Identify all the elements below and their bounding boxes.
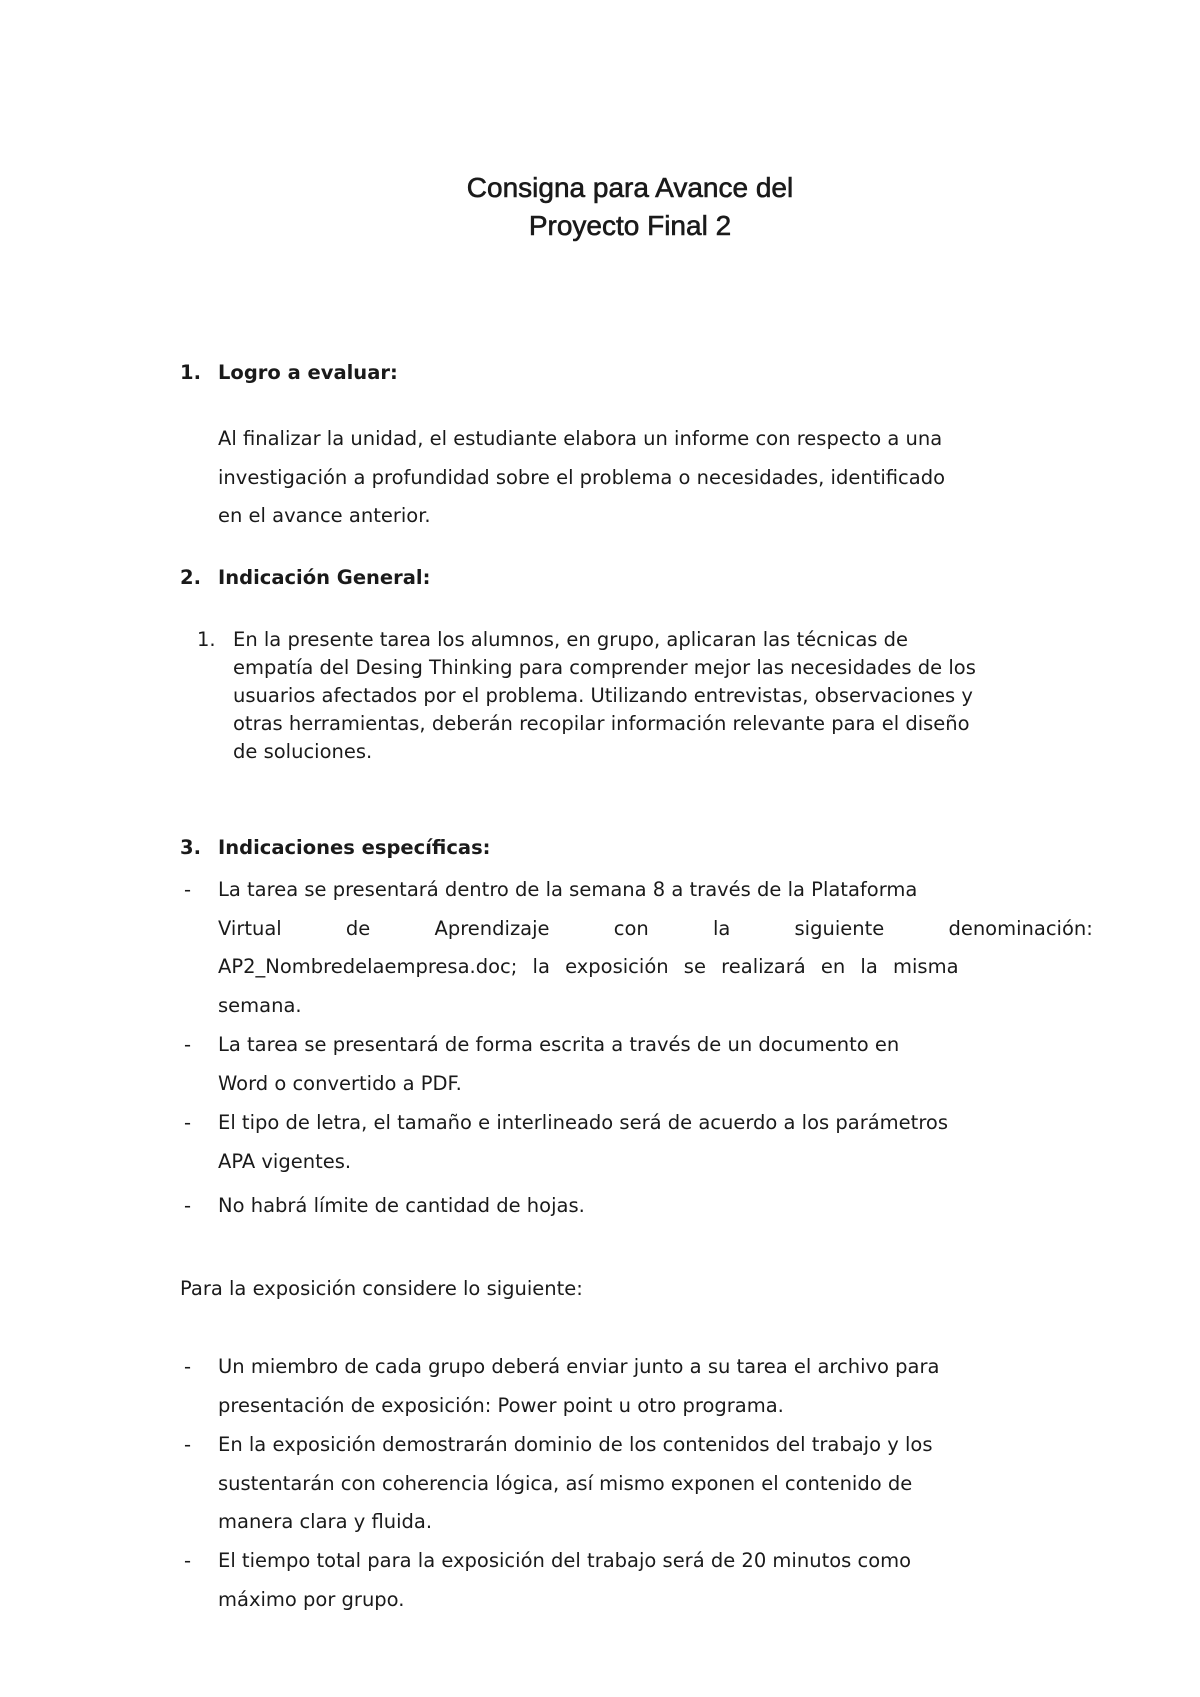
section-2-number: 2. xyxy=(180,566,201,589)
bullet-dash: - xyxy=(184,1549,192,1572)
section-2-text-line-1: En la presente tarea los alumnos, en grupo, aplicaran las técnicas de xyxy=(233,628,909,651)
section-2-text-line-3: usuarios afectados por el problema. Utilizando entrevistas, observaciones y xyxy=(233,684,973,707)
exposition-bullet-3-line-1: El tiempo total para la exposición del trabajo será de 20 minutos como xyxy=(218,1549,912,1572)
section-2-text-line-4: otras herramientas, deberán recopilar información relevante para el diseño xyxy=(233,712,970,735)
section-3-bullet-1-line-3: AP2_Nombredelaempresa.doc; la exposición se realizará en la misma xyxy=(218,955,959,978)
bullet-dash: - xyxy=(184,1033,192,1056)
section-1-text-line-2: investigación a profundidad sobre el problema o necesidades, identificado xyxy=(218,466,946,489)
exposition-bullet-2-line-3: manera clara y fluida. xyxy=(218,1510,433,1533)
bullet-dash: - xyxy=(184,1355,192,1378)
section-3-bullet-2-line-2: Word o convertido a PDF. xyxy=(218,1072,462,1095)
section-1-text-line-3: en el avance anterior. xyxy=(218,504,431,527)
section-3-bullet-1-line-1: La tarea se presentará dentro de la semana 8 a través de la Plataforma xyxy=(218,878,918,901)
exposition-bullet-3-line-2: máximo por grupo. xyxy=(218,1588,405,1611)
section-2-text-line-2: empatía del Desing Thinking para comprender mejor las necesidades de los xyxy=(233,656,976,679)
section-3-bullet-1-line-4: semana. xyxy=(218,994,302,1017)
exposition-bullet-2-line-1: En la exposición demostrarán dominio de los contenidos del trabajo y los xyxy=(218,1433,933,1456)
section-3-bullet-2-line-1: La tarea se presentará de forma escrita a través de un documento en xyxy=(218,1033,900,1056)
section-3-heading: Indicaciones específicas: xyxy=(218,836,491,859)
document-title-line-2: Proyecto Final 2 xyxy=(528,210,732,241)
section-3-bullet-1-line-2: Virtual de Aprendizaje con la siguiente denominación: xyxy=(218,917,1093,940)
section-2-heading: Indicación General: xyxy=(218,566,431,589)
section-2-text-line-5: de soluciones. xyxy=(233,740,373,763)
section-2-item-number: 1. xyxy=(197,628,216,651)
exposition-bullet-2-line-2: sustentarán con coherencia lógica, así mismo exponen el contenido de xyxy=(218,1472,913,1495)
section-1-number: 1. xyxy=(180,361,201,384)
bullet-dash: - xyxy=(184,878,192,901)
bullet-dash: - xyxy=(184,1194,192,1217)
section-3-bullet-4-line-1: No habrá límite de cantidad de hojas. xyxy=(218,1194,585,1217)
document-title-line-1: Consigna para Avance del xyxy=(466,172,794,203)
section-3-bullet-3-line-2: APA vigentes. xyxy=(218,1150,352,1173)
section-1-text-line-1: Al finalizar la unidad, el estudiante elabora un informe con respecto a una xyxy=(218,427,943,450)
section-1-heading: Logro a evaluar: xyxy=(218,361,398,384)
exposition-bullet-1-line-2: presentación de exposición: Power point u otro programa. xyxy=(218,1394,784,1417)
exposition-intro: Para la exposición considere lo siguiente: xyxy=(180,1277,583,1300)
exposition-bullet-1-line-1: Un miembro de cada grupo deberá enviar junto a su tarea el archivo para xyxy=(218,1355,940,1378)
bullet-dash: - xyxy=(184,1433,192,1456)
bullet-dash: - xyxy=(184,1111,192,1134)
section-3-number: 3. xyxy=(180,836,201,859)
section-3-bullet-3-line-1: El tipo de letra, el tamaño e interlineado será de acuerdo a los parámetros xyxy=(218,1111,948,1134)
